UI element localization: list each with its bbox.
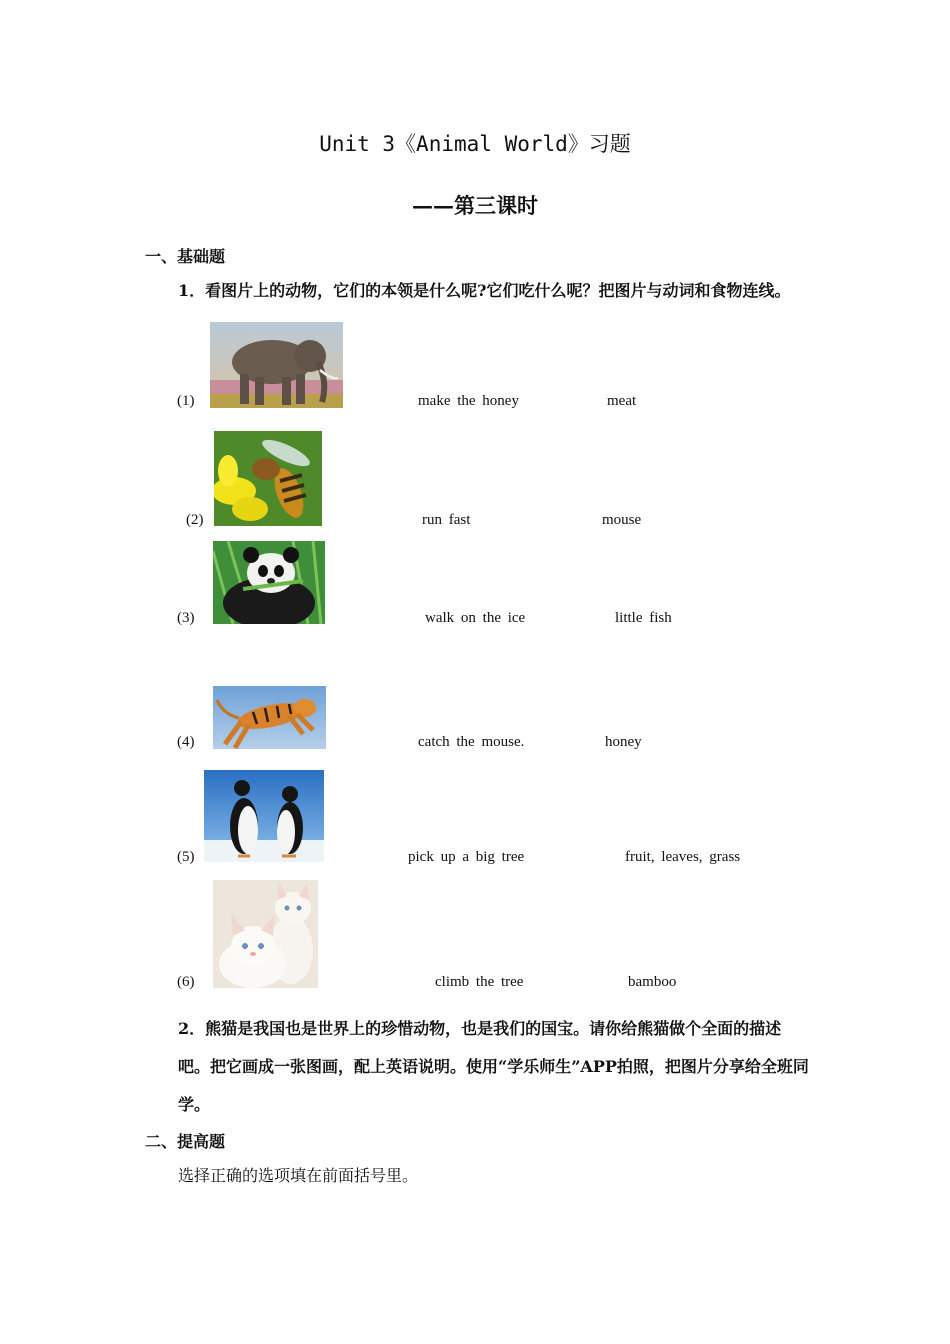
row-number: (6): [177, 974, 195, 990]
row-number: (4): [177, 734, 195, 750]
page-subtitle: ——第三课时: [412, 193, 538, 218]
elephant-photo: [210, 322, 343, 408]
section-heading-basic: 一、基础题: [145, 247, 226, 266]
question-1: 1．看图片上的动物，它们的本领是什么呢?它们吃什么呢？把图片与动词和食物连线。: [178, 281, 791, 300]
row-number: (5): [177, 849, 195, 865]
bee-photo: [214, 431, 322, 526]
tiger-photo: [213, 686, 326, 749]
ability-text: make the honey: [418, 393, 519, 409]
section-heading-advanced: 二、提高题: [145, 1132, 226, 1151]
ability-text: catch the mouse.: [418, 734, 525, 750]
row-number: (1): [177, 393, 195, 409]
food-text: little fish: [615, 610, 672, 626]
ability-text: walk on the ice: [425, 610, 526, 626]
food-text: meat: [607, 393, 637, 409]
ability-text: climb the tree: [435, 974, 524, 990]
page-title: Unit 3《Animal World》习题: [319, 132, 631, 156]
question-2: 2．熊猫是我国也是世界上的珍惜动物，也是我们的国宝。请你给熊猫做个全面的描述吧。把它画成一张图画，配上英语说明。使用“学乐师生”APP拍照，把图片分享给全班同学。: [178, 1019, 809, 1114]
ability-text: pick up a big tree: [408, 849, 525, 865]
panda-photo: [213, 541, 325, 624]
food-text: bamboo: [628, 974, 677, 990]
row-number: (3): [177, 610, 195, 626]
cats-photo: [213, 880, 318, 988]
row-number: (2): [186, 512, 204, 528]
instruction-text: 选择正确的选项填在前面括号里。: [178, 1166, 419, 1185]
ability-text: run fast: [422, 512, 471, 528]
food-text: fruit, leaves, grass: [625, 849, 741, 865]
food-text: honey: [605, 734, 642, 750]
food-text: mouse: [602, 512, 642, 528]
penguins-photo: [204, 770, 324, 862]
